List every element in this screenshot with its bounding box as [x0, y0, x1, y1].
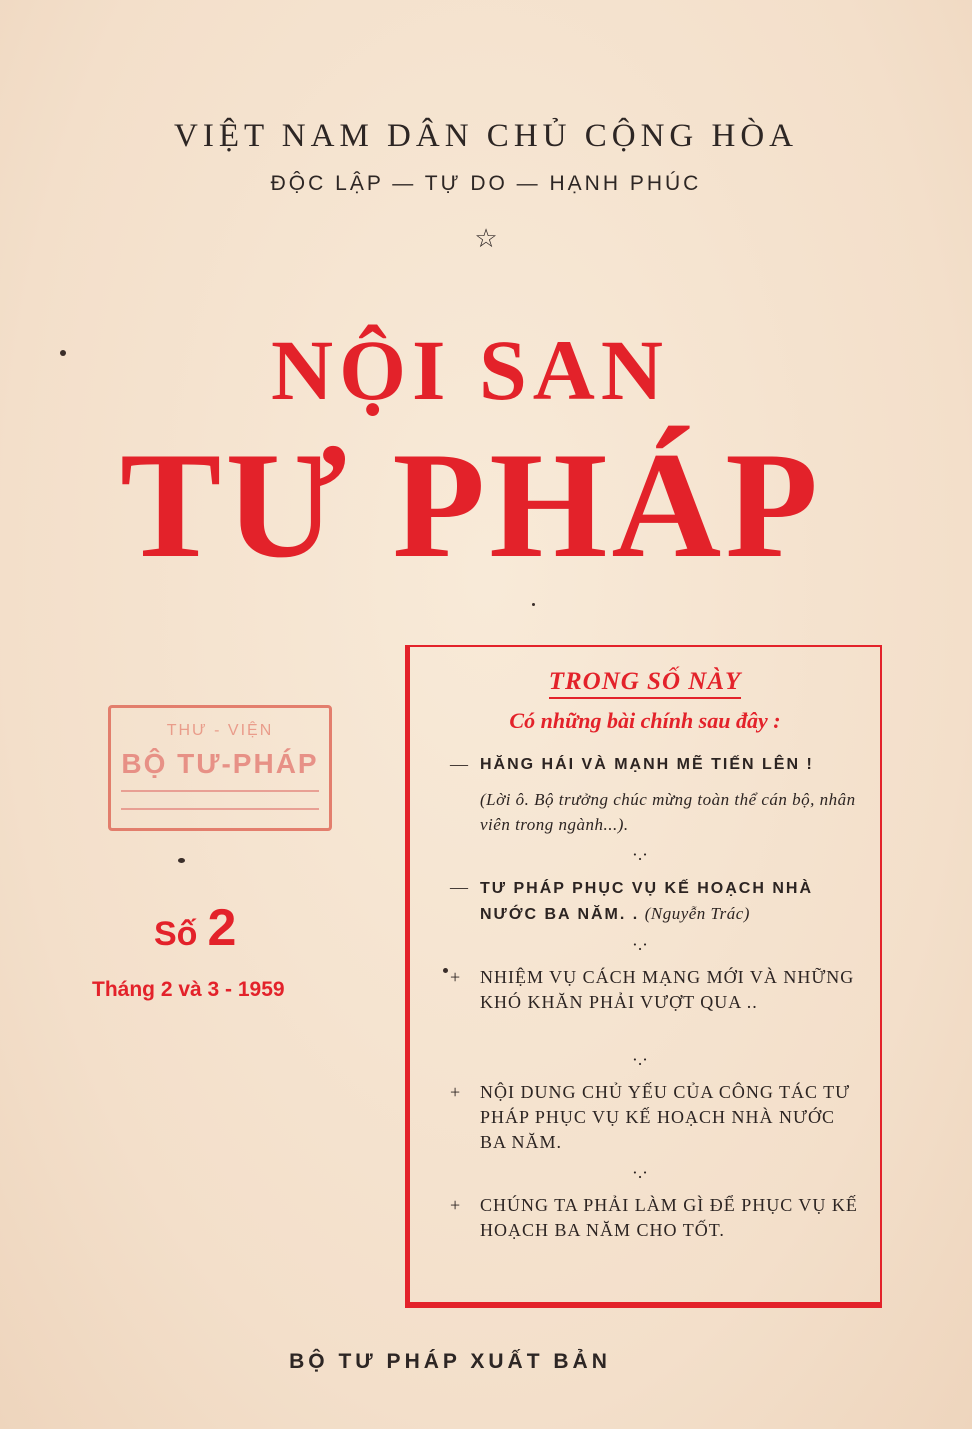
national-motto: ĐỘC LẬP — TỰ DO — HẠNH PHÚC: [270, 172, 702, 195]
paper-speck: [178, 858, 185, 863]
item-bullet: +: [450, 967, 462, 987]
contents-item: [450, 965, 860, 1015]
item-bullet: +: [450, 1082, 462, 1102]
contents-item: [450, 875, 860, 927]
journal-title-line2: TƯ PHÁP: [120, 421, 823, 589]
contents-item: [450, 752, 860, 837]
item-title: NHIỆM VỤ CÁCH MẠNG MỚI VÀ NHỮNG KHÓ KHĂN PHẢI VƯỢT QUA ..: [480, 967, 855, 1012]
publisher: BỘ TƯ PHÁP XUẤT BẢN: [289, 1350, 611, 1373]
issue-number: [154, 898, 236, 958]
contents-heading-text: TRONG SỐ NÀY: [549, 668, 742, 699]
star-icon: ☆: [474, 224, 498, 254]
item-title: CHÚNG TA PHẢI LÀM GÌ ĐỂ PHỤC VỤ KẾ HOẠCH BA NĂM CHO TỐT.: [480, 1195, 858, 1240]
issue-label: Số: [154, 915, 198, 953]
separator-dots: ·.·: [632, 1163, 648, 1182]
separator-dots: ·.·: [632, 1050, 648, 1069]
separator-dots: ·.·: [632, 845, 648, 864]
country-name: VIỆT NAM DÂN CHỦ CỘNG HÒA: [174, 118, 798, 154]
paper-speck: [532, 603, 535, 606]
paper-speck: [443, 968, 448, 973]
separator-dots: ·.·: [632, 935, 648, 954]
contents-item: [450, 1080, 860, 1155]
stamp-line1: THƯ - VIỆN: [166, 722, 274, 739]
item-title: NỘI DUNG CHỦ YẾU CỦA CÔNG TÁC TƯ PHÁP PHỤC VỤ KẾ HOẠCH NHÀ NƯỚC BA NĂM.: [480, 1082, 851, 1152]
item-note: (Nguyễn Trác): [644, 904, 750, 923]
paper-speck: [60, 350, 66, 356]
item-title: TƯ PHÁP PHỤC VỤ KẾ HOẠCH NHÀ NƯỚC BA NĂM. .: [480, 880, 813, 923]
contents-item: [450, 1193, 860, 1243]
journal-title-line1: NỘI SAN: [270, 322, 669, 418]
item-bullet: +: [450, 1195, 462, 1215]
item-bullet: —: [450, 754, 469, 774]
contents-subheading: Có những bài chính sau đây :: [509, 708, 781, 733]
item-note: (Lời ô. Bộ trưởng chúc mừng toàn thể cán bộ, nhân viên trong ngành...).: [480, 790, 856, 834]
contents-heading: [410, 668, 880, 696]
item-bullet: —: [450, 877, 469, 897]
stamp-line2: BỘ TƯ-PHÁP: [121, 748, 319, 779]
item-title: HĂNG HÁI VÀ MẠNH MẼ TIẾN LÊN !: [480, 756, 814, 773]
library-stamp: [108, 705, 332, 831]
issue-date: Tháng 2 và 3 - 1959: [92, 978, 285, 1001]
issue-value: 2: [207, 899, 237, 957]
stamp-rule: [121, 808, 319, 810]
stamp-rule: [121, 790, 319, 792]
